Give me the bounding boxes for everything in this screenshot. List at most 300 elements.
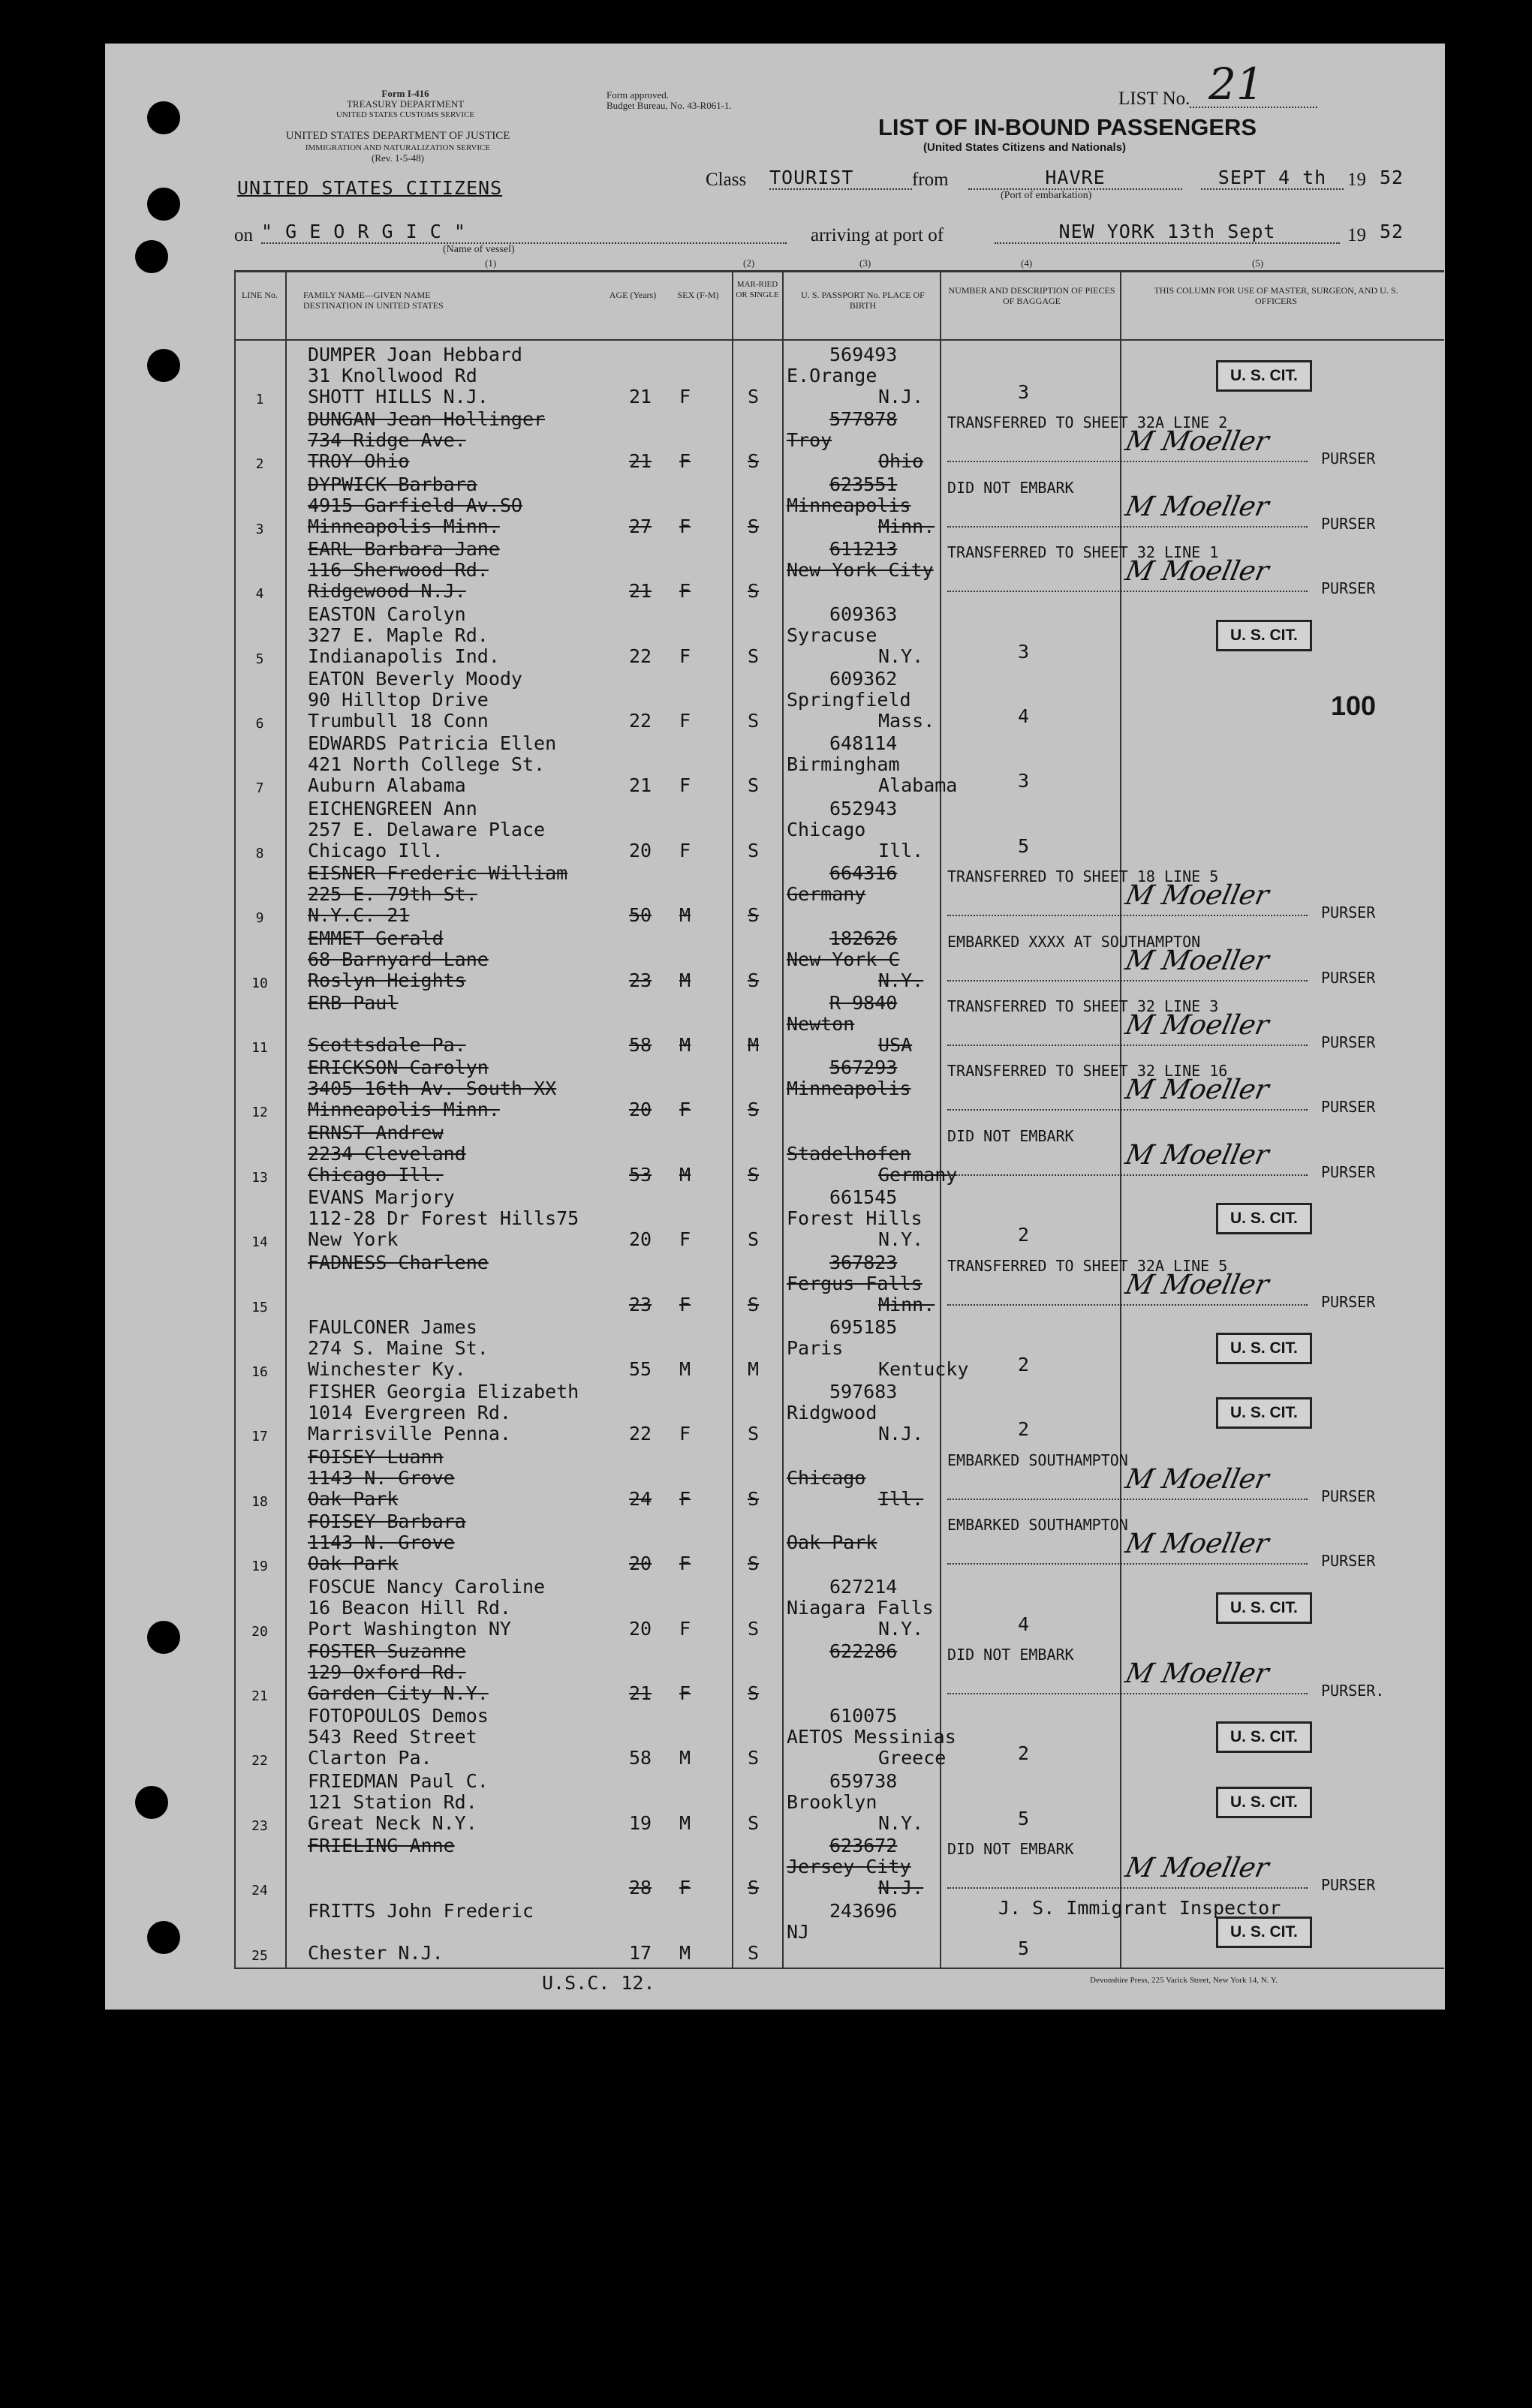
- address-line: 31 Knollwood Rd: [308, 365, 477, 386]
- passport-number: 623551: [829, 473, 898, 495]
- destination: Port Washington NY: [308, 1617, 511, 1640]
- birthplace-state: Greece: [878, 1747, 947, 1769]
- address-line: 4915 Garfield Av.SO: [308, 494, 522, 516]
- marital-status: S: [748, 839, 760, 861]
- birthplace: Chicago: [787, 818, 866, 840]
- destination: Oak Park: [308, 1553, 399, 1575]
- birthplace: Minneapolis: [787, 494, 911, 516]
- birthplace: Ridgwood: [787, 1402, 877, 1424]
- note-rule: [947, 1499, 1308, 1500]
- passport-number: 610075: [829, 1705, 898, 1727]
- destination: Minneapolis Minn.: [308, 515, 500, 537]
- officer-note: EMBARKED SOUTHAMPTON: [947, 1516, 1128, 1535]
- age: 55: [629, 1358, 652, 1380]
- col-header-name: FAMILY NAME—GIVEN NAME DESTINATION IN UNITED STATES: [303, 290, 444, 311]
- passenger-name: FRIEDMAN Paul C.: [308, 1769, 489, 1792]
- line-number: 18: [251, 1493, 268, 1510]
- baggage-count: 3: [1018, 640, 1030, 663]
- marital-status: S: [748, 710, 760, 732]
- sex: F: [679, 386, 691, 407]
- officer-note: DID NOT EMBARK: [947, 1126, 1074, 1145]
- birthplace: New York City: [787, 559, 934, 582]
- passenger-name: FADNESS Charlene: [308, 1251, 489, 1273]
- passport-number: 609363: [829, 603, 898, 625]
- address-line: 2234 Cleveland: [308, 1142, 466, 1165]
- passport-number: 611213: [829, 538, 898, 561]
- binder-hole: [135, 240, 168, 273]
- sex: M: [679, 904, 691, 927]
- age: 22: [629, 645, 652, 667]
- sex: F: [679, 1487, 691, 1510]
- marital-status: S: [748, 1941, 760, 1964]
- line-number: 22: [251, 1753, 268, 1769]
- col-number-5: (5): [1252, 257, 1264, 269]
- officer-note: TRANSFERRED TO SHEET 32A LINE 2: [947, 413, 1228, 432]
- passport-number: 648114: [829, 732, 898, 755]
- line-number: 17: [251, 1429, 268, 1445]
- passport-number: 664316: [829, 862, 898, 885]
- destination: Scottsdale Pa.: [308, 1034, 466, 1056]
- table-top-rule: [234, 270, 1444, 272]
- purser-label: PURSER: [1321, 968, 1376, 987]
- officer-note: EMBARKED SOUTHAMPTON: [947, 1451, 1128, 1469]
- destination: Trumbull 18 Conn: [308, 710, 489, 732]
- purser-label: PURSER: [1321, 1487, 1376, 1505]
- note-rule: [947, 1045, 1308, 1046]
- ins-service: IMMIGRATION AND NATURALIZATION SERVICE: [305, 143, 491, 152]
- list-no-label: LIST No.: [1118, 89, 1190, 109]
- signature: M Moeller: [1122, 1075, 1272, 1106]
- line-number: 19: [251, 1559, 268, 1575]
- marital-status: S: [748, 1747, 760, 1769]
- passenger-name: EATON Beverly Moody: [308, 668, 522, 690]
- birthplace: NJ: [787, 1920, 810, 1943]
- marital-status: S: [748, 645, 760, 667]
- address-line: 90 Hilltop Drive: [308, 689, 489, 711]
- us-citizen-stamp: U. S. CIT.: [1216, 1203, 1312, 1234]
- note-rule: [947, 591, 1308, 592]
- col-number-1: (1): [485, 257, 497, 269]
- passenger-name: EMMET Gerald: [308, 927, 444, 949]
- age: 53: [629, 1163, 652, 1186]
- age: 20: [629, 1553, 652, 1575]
- destination: Ridgewood N.J.: [308, 580, 466, 603]
- officer-note: TRANSFERRED TO SHEET 32A LINE 5: [947, 1256, 1228, 1275]
- justice-dept: UNITED STATES DEPARTMENT OF JUSTICE: [285, 130, 510, 142]
- form-approved: Form approved.: [606, 89, 670, 101]
- address-line: 1143 N. Grove: [308, 1466, 455, 1489]
- passenger-name: FAULCONER James: [308, 1316, 477, 1338]
- signature: M Moeller: [1122, 945, 1272, 976]
- officer-note: EMBARKED XXXX AT SOUTHAMPTON: [947, 932, 1201, 951]
- age: 22: [629, 1423, 652, 1445]
- line-number: 2: [255, 456, 264, 473]
- line-number: 10: [251, 975, 268, 991]
- sex: F: [679, 1228, 691, 1251]
- passenger-name: FRITTS John Frederic: [308, 1899, 534, 1922]
- marital-status: S: [748, 1423, 760, 1445]
- line-number: 11: [251, 1040, 268, 1056]
- passenger-name: DUMPER Joan Hebbard: [308, 344, 522, 365]
- from-label: from: [912, 170, 949, 190]
- marital-status: S: [748, 1099, 760, 1121]
- sex: M: [679, 969, 691, 991]
- baggage-count: 2: [1018, 1742, 1030, 1765]
- age: 21: [629, 580, 652, 603]
- sex: F: [679, 1423, 691, 1445]
- col-divider: [940, 270, 941, 1968]
- line-number: 3: [255, 521, 264, 537]
- officer-note: TRANSFERRED TO SHEET 32 LINE 3: [947, 997, 1219, 1015]
- age: 28: [629, 1877, 652, 1899]
- signature: M Moeller: [1122, 1269, 1272, 1300]
- line-number: 9: [255, 910, 264, 927]
- address-line: 68 Barnyard Lane: [308, 948, 489, 970]
- note-rule: [947, 461, 1308, 462]
- officer-note: DID NOT EMBARK: [947, 478, 1074, 497]
- destination: Marrisville Penna.: [308, 1423, 511, 1445]
- sex: F: [679, 1099, 691, 1121]
- marital-status: S: [748, 1682, 760, 1704]
- marital-status: S: [748, 1228, 760, 1251]
- customs-service: UNITED STATES CUSTOMS SERVICE: [336, 110, 475, 119]
- destination: Auburn Alabama: [308, 774, 466, 797]
- destination: Oak Park: [308, 1487, 399, 1510]
- form-revision: (Rev. 1-5-48): [372, 152, 424, 164]
- passenger-name: EDWARDS Patricia Ellen: [308, 732, 557, 755]
- age: 21: [629, 450, 652, 473]
- line-number: 15: [251, 1299, 268, 1315]
- vessel-label: on: [234, 225, 253, 245]
- count-stamp: 100: [1331, 690, 1377, 721]
- purser-label: PURSER: [1321, 579, 1376, 598]
- signature: M Moeller: [1122, 880, 1272, 912]
- birthplace-state: N.J.: [878, 1423, 924, 1445]
- note-rule: [947, 915, 1308, 916]
- birthplace: Minneapolis: [787, 1078, 911, 1100]
- line-number: 1: [255, 392, 264, 407]
- birthplace: E.Orange: [787, 365, 877, 386]
- note-rule: [947, 1693, 1308, 1694]
- note-rule: [947, 1109, 1308, 1111]
- col-header-baggage: NUMBER AND DESCRIPTION OF PIECES OF BAGGAGE: [948, 285, 1115, 306]
- passport-number: 623672: [829, 1835, 898, 1857]
- birthplace: Springfield: [787, 689, 911, 711]
- baggage-count: 5: [1018, 1937, 1030, 1959]
- passenger-name: EICHENGREEN Ann: [308, 797, 477, 819]
- age: 27: [629, 515, 652, 537]
- marital-status: M: [748, 1034, 760, 1056]
- passenger-name: DYPWICK Barbara: [308, 473, 477, 495]
- signature: M Moeller: [1122, 491, 1272, 522]
- passenger-name: EVANS Marjory: [308, 1186, 455, 1209]
- baggage-count: 2: [1018, 1224, 1030, 1246]
- passport-number: 567293: [829, 1057, 898, 1079]
- purser-label: PURSER: [1321, 449, 1376, 468]
- destination: SHOTT HILLS N.J.: [308, 386, 489, 407]
- birthplace-state: Ill.: [878, 1487, 924, 1510]
- birthplace-state: Ohio: [878, 450, 924, 473]
- age: 23: [629, 1293, 652, 1315]
- purser-label: PURSER.: [1321, 1682, 1385, 1700]
- line-number: 6: [255, 716, 264, 732]
- officer-note: DID NOT EMBARK: [947, 1646, 1074, 1664]
- departure-year-prefix: 19: [1347, 170, 1366, 190]
- age: 22: [629, 710, 652, 732]
- line-number: 25: [251, 1947, 268, 1964]
- signature: M Moeller: [1122, 1853, 1272, 1884]
- address-line: 112-28 Dr Forest Hills75: [308, 1207, 579, 1230]
- passport-number: 243696: [829, 1899, 898, 1922]
- birthplace: Stadelhofen: [787, 1142, 911, 1165]
- class-label: Class: [706, 170, 747, 190]
- marital-status: S: [748, 1877, 760, 1899]
- page-subtitle: (United States Citizens and Nationals): [923, 141, 1127, 154]
- address-line: 16 Beacon Hill Rd.: [308, 1596, 511, 1619]
- age: 17: [629, 1941, 652, 1964]
- purser-label: PURSER: [1321, 1162, 1376, 1181]
- line-number: 12: [251, 1105, 268, 1121]
- passenger-name: FOTOPOULOS Demos: [308, 1705, 489, 1727]
- vessel-name: " G E O R G I C ": [261, 221, 787, 244]
- arrival-year-prefix: 19: [1347, 225, 1366, 245]
- note-rule: [947, 1174, 1308, 1176]
- sex: F: [679, 645, 691, 667]
- col-number-2: (2): [743, 257, 755, 269]
- birthplace-state: N.Y.: [878, 1228, 924, 1251]
- col-number-4: (4): [1021, 257, 1033, 269]
- signature: M Moeller: [1122, 556, 1272, 588]
- col-divider: [1120, 270, 1121, 1968]
- passport-number: R 9840: [829, 992, 898, 1014]
- signature: M Moeller: [1122, 1010, 1272, 1041]
- arrival-year: 52: [1380, 221, 1404, 242]
- officer-note: TRANSFERRED TO SHEET 32 LINE 1: [947, 543, 1219, 562]
- birthplace: AETOS Messinias: [787, 1726, 956, 1748]
- marital-status: S: [748, 1293, 760, 1315]
- sex: F: [679, 515, 691, 537]
- line-number: 5: [255, 651, 264, 667]
- age: 58: [629, 1034, 652, 1056]
- birthplace: Paris: [787, 1337, 844, 1359]
- treasury-dept: TREASURY DEPARTMENT: [346, 98, 465, 110]
- col-divider: [732, 270, 733, 1968]
- birthplace-state: N.Y.: [878, 969, 924, 991]
- table-header-rule: [234, 339, 1444, 341]
- destination: Chicago Ill.: [308, 839, 444, 861]
- sex: F: [679, 1617, 691, 1640]
- sex: F: [679, 839, 691, 861]
- col-header-line-no: LINE No.: [242, 290, 278, 300]
- line-number: 7: [255, 780, 264, 797]
- passport-number: 597683: [829, 1381, 898, 1403]
- budget-bureau: Budget Bureau, No. 43-R061-1.: [606, 100, 732, 111]
- line-number: 24: [251, 1883, 268, 1899]
- col-divider: [234, 270, 236, 1968]
- birthplace: Forest Hills: [787, 1207, 923, 1230]
- destination: Great Neck N.Y.: [308, 1811, 477, 1834]
- sex: F: [679, 1877, 691, 1899]
- passport-number: 609362: [829, 668, 898, 690]
- destination: Clarton Pa.: [308, 1747, 432, 1769]
- passenger-name: EISNER Frederic William: [308, 862, 568, 885]
- signature: M Moeller: [1122, 426, 1272, 458]
- age: 24: [629, 1487, 652, 1510]
- marital-status: M: [748, 1358, 760, 1380]
- sex: M: [679, 1358, 691, 1380]
- signature: M Moeller: [1122, 1529, 1272, 1560]
- passport-number: 661545: [829, 1186, 898, 1209]
- age: 20: [629, 1099, 652, 1121]
- col-divider: [285, 270, 287, 1968]
- us-citizen-stamp: U. S. CIT.: [1216, 1787, 1312, 1818]
- birthplace-state: N.J.: [878, 386, 924, 407]
- binder-hole: [147, 1921, 180, 1954]
- birthplace: Brooklyn: [787, 1790, 877, 1813]
- age: 50: [629, 904, 652, 927]
- officer-note: DID NOT EMBARK: [947, 1840, 1074, 1859]
- address-line: 257 E. Delaware Place: [308, 818, 546, 840]
- sex: F: [679, 774, 691, 797]
- address-line: 274 S. Maine St.: [308, 1337, 489, 1359]
- us-citizen-stamp: U. S. CIT.: [1216, 620, 1312, 651]
- birthplace: Jersey City: [787, 1856, 911, 1878]
- destination: N.Y.C. 21: [308, 904, 410, 927]
- passport-number: 652943: [829, 797, 898, 819]
- passport-number: 659738: [829, 1769, 898, 1792]
- age: 21: [629, 774, 652, 797]
- destination: Winchester Ky.: [308, 1358, 466, 1380]
- arriving-label: arriving at port of: [811, 225, 944, 245]
- birthplace: Niagara Falls: [787, 1596, 934, 1619]
- col-divider: [782, 270, 784, 1968]
- col-header-passport: U. S. PASSPORT No. PLACE OF BIRTH: [801, 290, 925, 311]
- col-header-officers: THIS COLUMN FOR USE OF MASTER, SURGEON, AND U. S. OFFICERS: [1154, 285, 1398, 306]
- passport-number: 577878: [829, 408, 898, 431]
- purser-label: PURSER: [1321, 1552, 1376, 1571]
- line-number: 21: [251, 1688, 268, 1704]
- birthplace-state: N.Y.: [878, 645, 924, 667]
- purser-label: PURSER: [1321, 1876, 1376, 1895]
- page-title: LIST OF IN-BOUND PASSENGERS: [878, 114, 1257, 140]
- binder-hole: [147, 1621, 180, 1654]
- col-header-married: MAR-RIED OR SINGLE: [736, 280, 779, 299]
- address-line: 116 Sherwood Rd.: [308, 559, 489, 582]
- age: 21: [629, 386, 652, 407]
- purser-label: PURSER: [1321, 903, 1376, 922]
- address-line: 129 Oxford Rd.: [308, 1661, 466, 1683]
- age: 20: [629, 1228, 652, 1251]
- address-line: 225 E. 79th St.: [308, 883, 477, 906]
- passenger-name: FOISEY Barbara: [308, 1511, 466, 1533]
- birthplace: Germany: [787, 883, 866, 906]
- purser-label: PURSER: [1321, 1033, 1376, 1051]
- birthplace: Oak Park: [787, 1532, 877, 1554]
- age: 20: [629, 1617, 652, 1640]
- marital-status: S: [748, 774, 760, 797]
- baggage-count: 3: [1018, 381, 1030, 403]
- marital-status: S: [748, 386, 760, 407]
- arrival-port: NEW YORK 13th Sept: [995, 221, 1340, 244]
- us-citizen-stamp: U. S. CIT.: [1216, 1916, 1312, 1948]
- passport-number: 182626: [829, 927, 898, 949]
- destination: Indianapolis Ind.: [308, 645, 500, 667]
- age: 58: [629, 1747, 652, 1769]
- marital-status: S: [748, 1487, 760, 1510]
- binder-hole: [135, 1786, 168, 1819]
- passenger-name: FOISEY Luann: [308, 1445, 444, 1468]
- us-citizen-stamp: U. S. CIT.: [1216, 1721, 1312, 1753]
- signature: M Moeller: [1122, 1658, 1272, 1689]
- birthplace: Chicago: [787, 1466, 866, 1489]
- sex: M: [679, 1811, 691, 1834]
- sex: M: [679, 1941, 691, 1964]
- birthplace-state: N.Y.: [878, 1617, 924, 1640]
- note-rule: [947, 1887, 1308, 1889]
- address-line: 734 Ridge Ave.: [308, 429, 466, 452]
- birthplace-state: Ill.: [878, 839, 924, 861]
- destination: New York: [308, 1228, 399, 1251]
- sex: F: [679, 1682, 691, 1704]
- passenger-name: FISHER Georgia Elizabeth: [308, 1381, 579, 1403]
- marital-status: S: [748, 580, 760, 603]
- destination: Garden City N.Y.: [308, 1682, 489, 1704]
- address-line: 3405 16th Av. South XX: [308, 1078, 557, 1100]
- departure-date: SEPT 4 th: [1201, 167, 1344, 190]
- col-number-3: (3): [859, 257, 871, 269]
- note-rule: [947, 526, 1308, 528]
- passenger-name: EARL Barbara Jane: [308, 538, 500, 561]
- marital-status: S: [748, 1811, 760, 1834]
- passenger-name: ERICKSON Carolyn: [308, 1057, 489, 1079]
- marital-status: S: [748, 1553, 760, 1575]
- purser-label: PURSER: [1321, 1098, 1376, 1117]
- destination: TROY Ohio: [308, 450, 410, 473]
- sex: F: [679, 1553, 691, 1575]
- binder-hole: [147, 188, 180, 221]
- departure-year: 52: [1380, 167, 1404, 188]
- officer-note: TRANSFERRED TO SHEET 32 LINE 16: [947, 1062, 1228, 1081]
- officer-note: TRANSFERRED TO SHEET 18 LINE 5: [947, 867, 1219, 886]
- line-number: 13: [251, 1169, 268, 1186]
- purser-label: PURSER: [1321, 1292, 1376, 1311]
- binder-hole: [147, 101, 180, 134]
- passport-number: 367823: [829, 1251, 898, 1273]
- table-bottom-rule: [234, 1968, 1444, 1969]
- age: 19: [629, 1811, 652, 1834]
- signature: M Moeller: [1122, 1463, 1272, 1495]
- address-line: 543 Reed Street: [308, 1726, 477, 1748]
- list-number: 21: [1208, 59, 1264, 110]
- note-rule: [947, 1304, 1308, 1306]
- age: 20: [629, 839, 652, 861]
- baggage-count: 5: [1018, 834, 1030, 857]
- form-number: Form I-416: [381, 88, 429, 99]
- birthplace-state: N.J.: [878, 1877, 924, 1899]
- birthplace-state: Minn.: [878, 1293, 935, 1315]
- baggage-count: 4: [1018, 705, 1030, 727]
- us-citizen-stamp: U. S. CIT.: [1216, 1592, 1312, 1624]
- birthplace: New York C: [787, 948, 900, 970]
- birthplace-state: Alabama: [878, 774, 958, 797]
- marital-status: S: [748, 1617, 760, 1640]
- baggage-count: 2: [1018, 1418, 1030, 1441]
- sex: F: [679, 710, 691, 732]
- line-number: 14: [251, 1234, 268, 1251]
- sex: M: [679, 1747, 691, 1769]
- line-number: 8: [255, 845, 264, 861]
- us-citizen-stamp: U. S. CIT.: [1216, 1397, 1312, 1429]
